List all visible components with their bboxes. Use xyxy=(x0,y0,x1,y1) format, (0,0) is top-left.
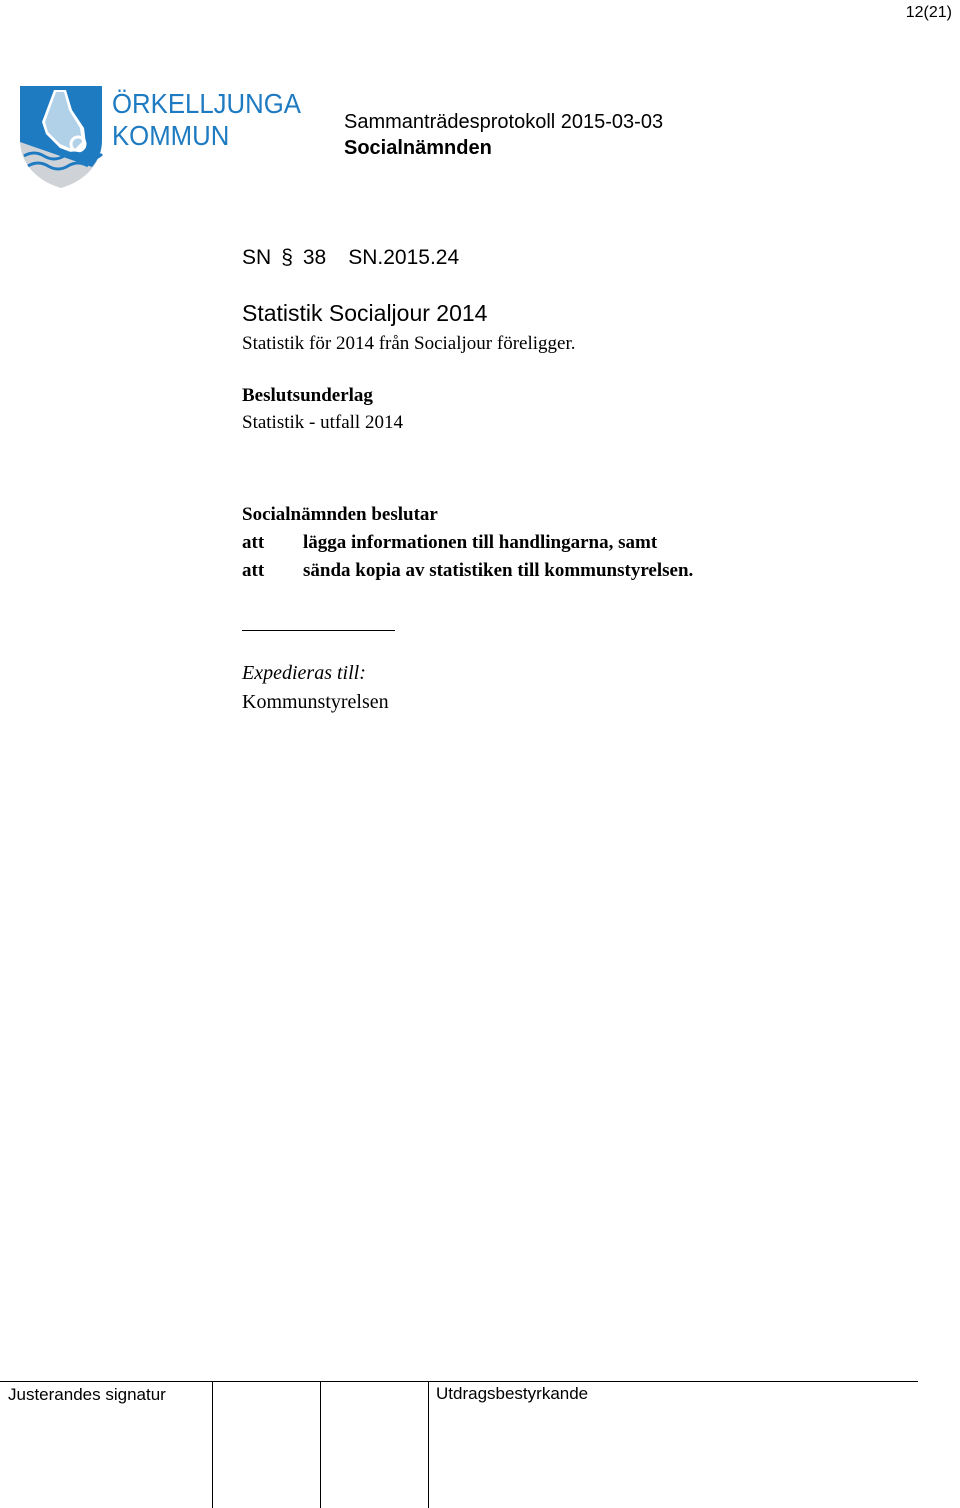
municipality-coat-of-arms-icon xyxy=(16,82,106,190)
section-symbol: § xyxy=(281,246,293,269)
logo-wordmark xyxy=(112,88,301,152)
decision-row xyxy=(242,532,657,554)
basis-item: Statistik - utfall 2014 xyxy=(242,412,403,433)
dispatch-heading: Expedieras till: xyxy=(242,662,366,684)
dispatch-recipient: Kommunstyrelsen xyxy=(242,691,389,713)
decision-row-text: sända kopia av statistiken till kommunstyrelsen. xyxy=(303,560,694,581)
basis-heading: Beslutsunderlag xyxy=(242,385,373,406)
page-number: 12(21) xyxy=(905,4,952,21)
footer-signature-label: Justerandes signatur xyxy=(8,1385,166,1404)
subject-heading: Statistik Socialjour 2014 xyxy=(242,300,488,326)
paragraph-number: 38 xyxy=(302,246,327,269)
footer-cell-divider xyxy=(212,1382,213,1508)
footer-cell-divider xyxy=(320,1382,321,1508)
decision-row-label: att xyxy=(242,560,265,581)
decision-row-text: lägga informationen till handlingarna, samt xyxy=(303,532,658,553)
footer-top-rule xyxy=(0,1381,918,1382)
case-reference xyxy=(242,246,459,270)
decision-heading: Socialnämnden beslutar xyxy=(242,504,438,525)
diary-number: SN.2015.24 xyxy=(348,246,460,269)
logo-line-2: KOMMUN xyxy=(112,120,230,151)
section-separator xyxy=(242,630,395,631)
protocol-title: Sammanträdesprotokoll 2015-03-03 xyxy=(344,111,664,133)
committee-name: Socialnämnden xyxy=(344,137,492,159)
subject-description: Statistik för 2014 från Socialjour föreligger. xyxy=(242,333,576,354)
decision-row xyxy=(242,560,693,582)
footer-extract-label: Utdragsbestyrkande xyxy=(436,1384,589,1403)
footer-cell-divider xyxy=(428,1382,429,1508)
case-prefix: SN xyxy=(242,246,272,269)
logo-line-1: ÖRKELLJUNGA xyxy=(112,88,301,119)
decision-row-label: att xyxy=(242,532,265,553)
